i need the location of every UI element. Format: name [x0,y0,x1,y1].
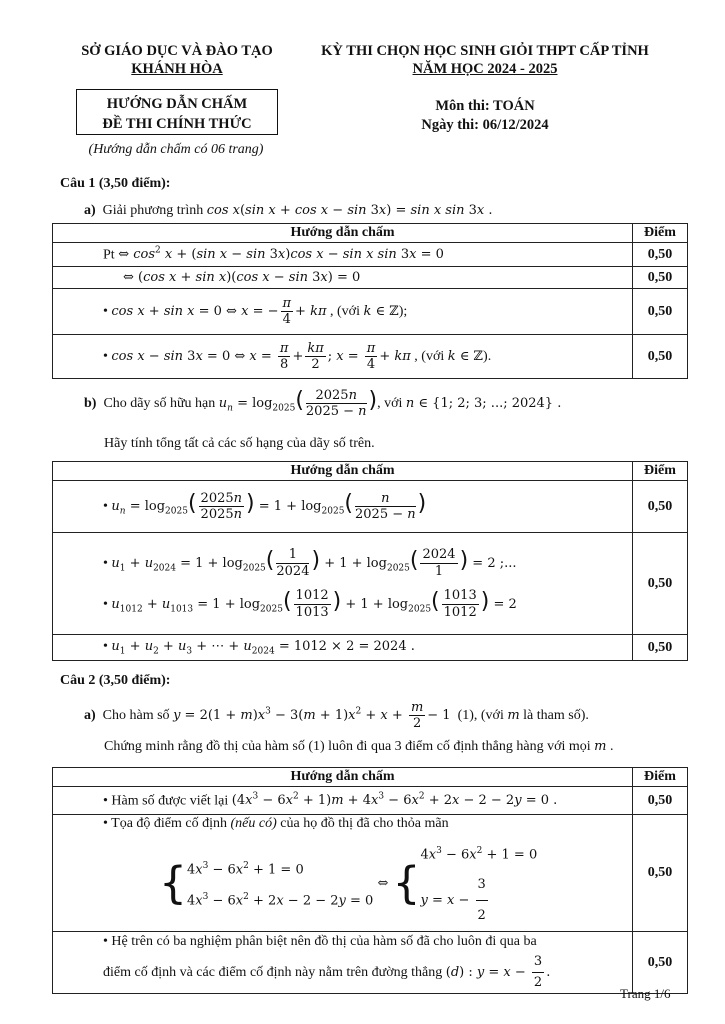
q2a-row1-text: • Hàm số được viết lại [103,793,229,809]
with-k-1: (với [337,304,360,319]
q1a-equation: cos x(sin x + cos x − sin 3x) = sin x sin 3x . [206,203,493,218]
guide-header: Hướng dẫn chấm [53,768,633,787]
q1b-task: Hãy tính tổng tất cả các số hạng của dãy số trên. [104,436,375,451]
q2a-suffix2: là tham số). [523,708,589,723]
q2a-row2: • Tọa độ điểm cố định (nếu có) của họ đồ thị đã cho thỏa mãn {$4x^3 - 6x^2 + 1 = 0$ $4x^3 - 6x^2 + 2x - 2 - 2y = 0$ ⇔ {$4x^3 - 6x^2 + 1 = 0$ y = x − $\frac{3}{2}$ [53,815,633,932]
q2a-statement: a) Cho hàm số $y = 2(1 + m)x^3 - 3(m + 1)x^2 + x$ + $\frac{m}{2}$ − 1 (1), (với m là tham số). [84,700,589,731]
box-line1: HƯỚNG DẪN CHẤM [106,96,248,112]
q1a-score-2: 0,50 [633,267,688,289]
q1a-row1: Pt ⇔ $\cos^2 x + (\sin$ x − sin 3x)cos x − sin x sin 3x = 0 [53,243,633,267]
q2a-row2-text: • Tọa độ điểm cố định [103,816,228,831]
q1b-score-2: 0,50 [633,533,688,635]
q1b-row2: • $u_1 + u_{2024} = 1 + \log_{2025}$( $\frac{1}{2024}$ ) + $1 + \log_{2025}$( $\frac{2024}{1}$ ) = 2 ;... • $u_{1012} + u_{1013} = 1 + \log_{2025}$( $\frac{1012}{1013}$ ) + $1 + \log_{2025}$( $\frac{1013}{1012}$ ) = 2 [53,533,633,635]
score-header: Điểm [633,462,688,481]
official-box [76,89,278,135]
q2a-score-2: 0,50 [633,815,688,932]
q2a-row2-rest: của họ đồ thị đã cho thỏa mãn [280,816,449,831]
q2a-prompt: Cho hàm số [102,708,170,723]
guide-header: Hướng dẫn chấm [53,224,633,243]
q2a-row3-line1: • Hệ trên có ba nghiệm phân biệt nên đồ thị của hàm số đã cho luôn đi qua ba [103,934,537,950]
exam-date: Ngày thi: 06/12/2024 [421,117,549,133]
q1b-statement: b) Cho dãy số hữu hạn $u_n = \log_{2025}$( $\frac{2025n}{2025 - n}$ ), với n ∈ {1; 2; 3; ...; 2024} . [84,388,562,419]
q1b-score-3: 0,50 [633,635,688,661]
with-k-2: (với [421,349,445,364]
org-line2: KHÁNH HÒA [131,61,223,77]
org-name [52,42,302,78]
q1-title: Câu 1 (3,50 điểm): [60,176,171,191]
q1a-prompt: Giải phương trình [102,203,204,218]
q1a-row3: • cos x + sin x = 0 ⇔ x = − $\frac{\pi}{4}$ + kπ , (với k ∈ ℤ); [53,289,633,335]
q2a-score-3: 0,50 [633,932,688,994]
subject: Môn thi: TOÁN [435,98,535,114]
q2a-task: Chứng minh rằng đồ thị của hàm số (1) luôn đi qua 3 điểm cố định thẳng hàng với mọi m . [104,739,614,754]
q2a-row3: • Hệ trên có ba nghiệm phân biệt nên đồ thị của hàm số đã cho luôn đi qua ba điểm cố định và các điểm cố định này nằm trên đường thẳng (d) : y = x − $\frac{3}{2}$ . [53,932,633,994]
q1a-row2: ⇔ (cos x + sin x)(cos x − sin 3x) = 0 [53,267,633,289]
q1b-table [52,461,688,661]
q2a-suffix: (1), (với [457,708,504,723]
pages-note: (Hướng dẫn chấm có 06 trang) [88,142,264,157]
q1a-row4: • cos x − sin 3x = 0 ⇔ x = $\frac{\pi}{8}$ + $\frac{k\pi}{2}$ ; x = $\frac{\pi}{4}$ + kπ , (với k ∈ ℤ). [53,335,633,379]
q1a-score-3: 0,50 [633,289,688,335]
q2a-task-text: Chứng minh rằng đồ thị của hàm số (1) luôn đi qua 3 điểm cố định thẳng hàng với mọi [104,739,591,754]
q2a-row3-line2: điểm cố định và các điểm cố định này nằm trên đường thẳng [103,965,443,981]
q1b-row1: • $u_n = \log_{2025}$( $\frac{2025n}{2025n}$ ) = $1 + \log_{2025}$( $\frac{n}{2025 - n}$ ) [53,481,633,533]
exam-title [295,42,675,78]
q1a-statement [84,203,493,219]
guide-header: Hướng dẫn chấm [53,462,633,481]
pt-label: Pt [103,247,115,263]
q2a-label: a) [84,708,96,723]
q1b-label: b) [84,396,97,411]
q2a-row1: • Hàm số được viết lại $(4x^3 - 6x^2 + 1)m + 4x^3 - 6x^2 + 2x - 2 - 2y = 0$ . [53,787,633,815]
q1a-score-1: 0,50 [633,243,688,267]
page-number: Trang 1/6 [620,986,671,1001]
subject-info [390,97,580,135]
q2a-row2-italic: (nếu có) [230,816,277,831]
score-header: Điểm [633,224,688,243]
q1a-score-4: 0,50 [633,335,688,379]
q2a-score-1: 0,50 [633,787,688,815]
q1b-prompt: Cho dãy số hữu hạn [103,396,216,411]
exam-line2: NĂM HỌC 2024 - 2025 [412,61,558,77]
q1b-score-1: 0,50 [633,481,688,533]
q1a-table [52,223,688,379]
box-line2: ĐỀ THI CHÍNH THỨC [102,116,252,132]
q1b-row3: • $u_1 + u_2 + u_3$ + ⋯ + $u_{2024} = 1012 \times 2 = 2024$ . [53,635,633,661]
q2-title: Câu 2 (3,50 điểm): [60,673,171,688]
org-line1: SỞ GIÁO DỤC VÀ ĐÀO TẠO [81,43,273,59]
q1a-label: a) [84,203,96,218]
q1b-with: , với [377,396,403,411]
q2a-table [52,767,688,994]
score-header: Điểm [633,768,688,787]
exam-line1: KỲ THI CHỌN HỌC SINH GIỎI THPT CẤP TỈNH [321,43,649,59]
